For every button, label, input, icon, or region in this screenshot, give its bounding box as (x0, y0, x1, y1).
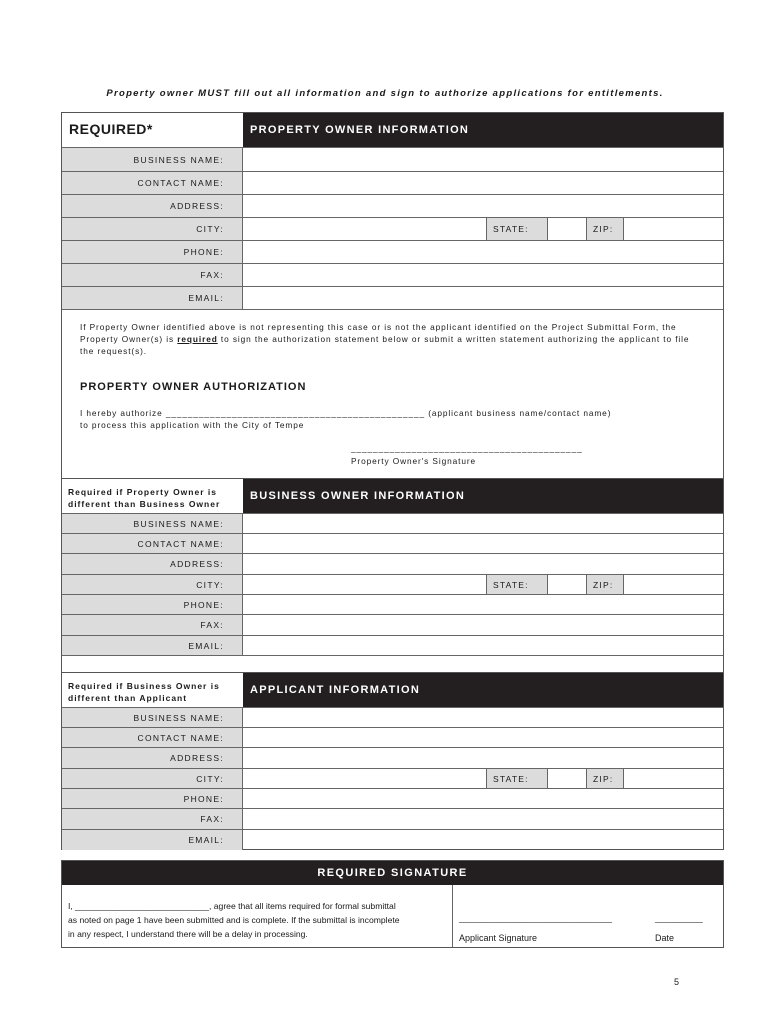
required-label: REQUIRED* (69, 121, 153, 137)
bo-city-row: CITY: STATE: ZIP: (62, 574, 723, 594)
po-city-row: CITY: STATE: ZIP: (62, 217, 723, 240)
bo-state-field[interactable] (547, 575, 586, 594)
authorization-statement: I hereby authorize _______________________________________________ (applicant business name/contact name) to process this application with the City of Tempe (80, 408, 612, 430)
date-line[interactable]: __________ (655, 913, 703, 923)
business-owner-section (61, 478, 724, 673)
date-label: Date (655, 933, 675, 943)
po-contact-name-field[interactable] (243, 172, 723, 194)
po-address-row: ADDRESS: (62, 194, 723, 217)
bo-address-row: ADDRESS: (62, 553, 723, 574)
bo-fax-row: FAX: (62, 614, 723, 635)
po-city-field[interactable] (243, 218, 486, 240)
bo-phone-field[interactable] (243, 595, 723, 614)
ap-business-name-field[interactable] (243, 708, 723, 727)
ap-fax-row: FAX: (62, 808, 723, 829)
po-fax-field[interactable] (243, 264, 723, 286)
applicant-signature-line[interactable]: ________________________________ (459, 913, 612, 923)
bo-email-field[interactable] (243, 636, 723, 655)
po-email-field[interactable] (243, 287, 723, 309)
property-owner-title: PROPERTY OWNER INFORMATION (243, 113, 723, 147)
bo-contact-name-field[interactable] (243, 534, 723, 553)
ap-state-field[interactable] (547, 769, 586, 788)
property-owner-signature-label: Property Owner's Signature (351, 456, 477, 466)
required-signature-title: REQUIRED SIGNATURE (62, 861, 723, 885)
ap-phone-row: PHONE: (62, 788, 723, 808)
page-number: 5 (674, 977, 680, 987)
bo-contact-name-row: CONTACT NAME: (62, 533, 723, 553)
po-state-field[interactable] (547, 218, 586, 240)
bo-business-name-field[interactable] (243, 514, 723, 533)
property-owner-section (61, 112, 724, 479)
po-phone-field[interactable] (243, 241, 723, 263)
ap-state-label: STATE: (486, 769, 547, 788)
ap-phone-field[interactable] (243, 789, 723, 808)
po-zip-field[interactable] (623, 218, 723, 240)
business-owner-title: BUSINESS OWNER INFORMATION (243, 479, 723, 513)
bo-zip-field[interactable] (623, 575, 723, 594)
applicant-signature-label: Applicant Signature (459, 933, 538, 943)
ap-business-name-row: BUSINESS NAME: (62, 707, 723, 727)
submittal-agreement: I, ____________________________, agree that all items required for formal submittal as noted on page 1 have been submitted and is complete. If the submittal is incomplete in any respect, I understand there will be a delay in processing. (68, 901, 400, 939)
bo-address-field[interactable] (243, 554, 723, 574)
bo-business-name-row: BUSINESS NAME: (62, 513, 723, 533)
po-zip-label: ZIP: (586, 218, 623, 240)
ap-city-field[interactable] (243, 769, 486, 788)
intro-instruction: Property owner MUST fill out all information and sign to authorize applications for entitlements. (106, 88, 664, 99)
required-signature-section (61, 860, 724, 948)
ap-address-field[interactable] (243, 748, 723, 768)
bo-email-row: EMAIL: (62, 635, 723, 655)
po-contact-name-row: CONTACT NAME: (62, 171, 723, 194)
applicant-required-note: Required if Business Owner is different than Applicant (68, 681, 220, 703)
applicant-section (61, 672, 724, 850)
ap-contact-name-row: CONTACT NAME: (62, 727, 723, 747)
ap-address-row: ADDRESS: (62, 747, 723, 768)
po-state-label: STATE: (486, 218, 547, 240)
ap-email-row: EMAIL: (62, 829, 723, 850)
ap-email-field[interactable] (243, 830, 723, 850)
po-business-name-field[interactable] (243, 148, 723, 171)
ap-city-row: CITY: STATE: ZIP: (62, 768, 723, 788)
po-business-name-row: BUSINESS NAME: (62, 147, 723, 171)
po-phone-row: PHONE: (62, 240, 723, 263)
ap-fax-field[interactable] (243, 809, 723, 829)
authorization-title: PROPERTY OWNER AUTHORIZATION (80, 381, 307, 393)
ap-zip-field[interactable] (623, 769, 723, 788)
applicant-title: APPLICANT INFORMATION (243, 673, 723, 707)
po-address-field[interactable] (243, 195, 723, 217)
authorization-note: If Property Owner identified above is not representing this case or is not the applicant identified on the Project Submittal Form, the Property Owner(s) is required to sign the authorization statement below or submit a written statement authorizing the applicant to file the request(s). (80, 322, 690, 356)
bo-fax-field[interactable] (243, 615, 723, 635)
property-owner-signature-line[interactable]: __________________________________________ (351, 443, 583, 453)
bo-zip-label: ZIP: (586, 575, 623, 594)
ap-zip-label: ZIP: (586, 769, 623, 788)
po-email-row: EMAIL: (62, 286, 723, 310)
po-fax-row: FAX: (62, 263, 723, 286)
bo-phone-row: PHONE: (62, 594, 723, 614)
business-owner-required-note: Required if Property Owner is different than Business Owner (68, 487, 221, 509)
ap-contact-name-field[interactable] (243, 728, 723, 747)
bo-state-label: STATE: (486, 575, 547, 594)
bo-city-field[interactable] (243, 575, 486, 594)
